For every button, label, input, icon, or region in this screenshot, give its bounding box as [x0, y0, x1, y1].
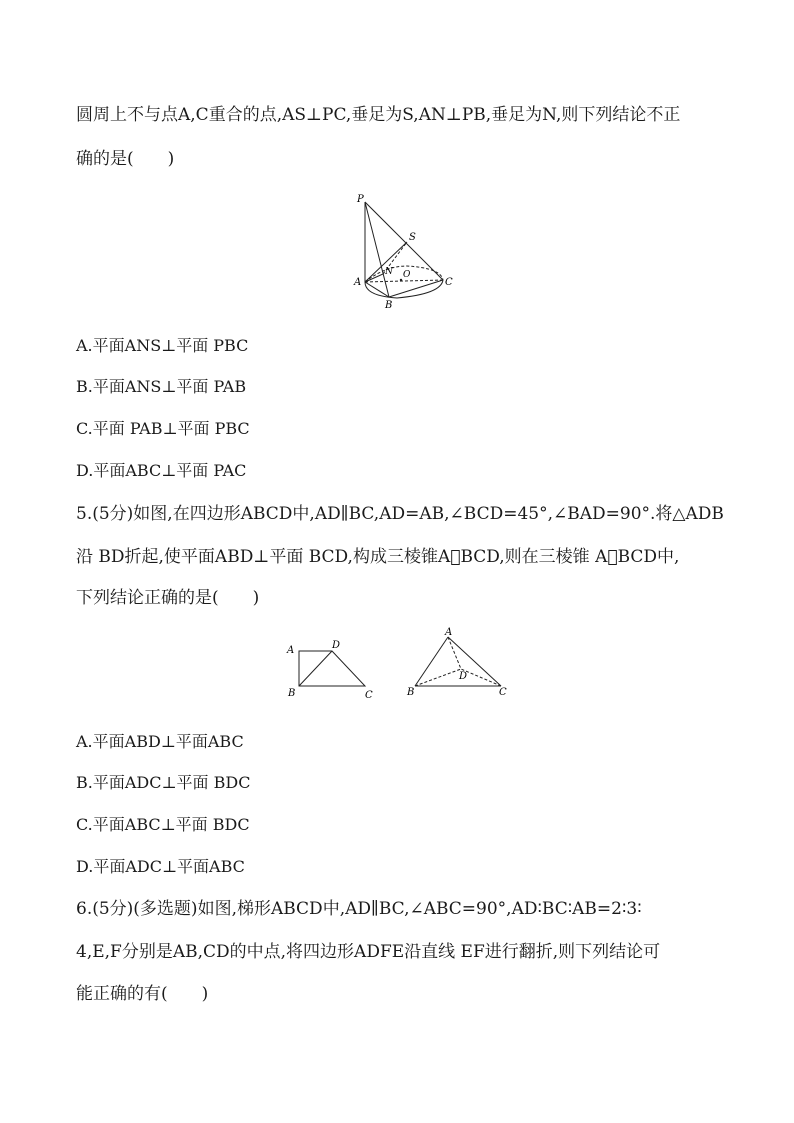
label-n: N — [385, 267, 393, 277]
segment-ac — [365, 280, 443, 282]
q5-figure-quadrilateral — [283, 638, 378, 703]
label-a: A — [445, 627, 453, 638]
label-s: S — [409, 232, 416, 243]
q4-stem-line2: 确的是( ) — [76, 149, 175, 169]
q4-option-b: B.平面ANS⊥平面 PAB — [76, 377, 247, 396]
edge-ad — [448, 637, 461, 669]
q4-figure-cone — [345, 190, 455, 310]
label-p: P — [357, 194, 364, 205]
q4-option-c: C.平面 PAB⊥平面 PBC — [76, 419, 250, 438]
q5-option-d: D.平面ADC⊥平面ABC — [76, 857, 245, 876]
q6-stem-line1: 6.(5分)(多选题)如图,梯形ABCD中,AD∥BC,∠ABC=90°,AD∶BC∶AB=2∶3∶ — [76, 899, 642, 919]
edge-ac — [448, 637, 501, 686]
q6-stem-line2: 4,E,F分别是AB,CD的中点,将四边形ADFE沿直线 EF进行翻折,则下列结论可 — [76, 942, 661, 962]
label-b: B — [385, 300, 393, 310]
q5-stem-line1: 5.(5分)如图,在四边形ABCD中,AD∥BC,AD=AB,∠BCD=45°,∠BAD=90°.将△ADB — [76, 504, 724, 524]
label-c: C — [499, 687, 507, 698]
edge-pc — [365, 202, 443, 280]
label-o: O — [403, 270, 411, 280]
q5-option-a: A.平面ABD⊥平面ABC — [76, 732, 244, 751]
label-d: D — [459, 671, 468, 682]
q5-figure-tetrahedron — [405, 625, 515, 700]
q4-stem-line1: 圆周上不与点A,C重合的点,AS⊥PC,垂足为S,AN⊥PB,垂足为N,则下列结论不正 — [76, 105, 681, 125]
edge-ab — [415, 637, 448, 686]
q5-option-b: B.平面ADC⊥平面 BDC — [76, 773, 251, 792]
q4-option-d: D.平面ABC⊥平面 PAC — [76, 461, 247, 480]
q5-option-c: C.平面ABC⊥平面 BDC — [76, 815, 250, 834]
edge-bd — [415, 669, 461, 686]
quad-abcd — [299, 651, 365, 686]
label-c: C — [445, 277, 453, 288]
q6-stem-line3: 能正确的有( ) — [76, 984, 209, 1004]
label-c: C — [365, 690, 373, 701]
center-o — [400, 279, 402, 281]
label-a: A — [354, 277, 362, 288]
edge-bc — [389, 280, 443, 297]
label-b: B — [407, 687, 415, 698]
label-a: A — [287, 645, 295, 656]
label-d: D — [332, 640, 341, 651]
diagonal-bd — [299, 651, 332, 686]
label-b: B — [288, 688, 296, 699]
q5-stem-line3: 下列结论正确的是( ) — [76, 588, 260, 608]
edge-pb — [365, 202, 389, 297]
q5-stem-line2: 沿 BD折起,使平面ABD⊥平面 BCD,构成三棱锥A􀆼BCD,则在三棱锥 A􀆼BCD中, — [76, 547, 680, 567]
q4-option-a: A.平面ANS⊥平面 PBC — [76, 336, 249, 355]
